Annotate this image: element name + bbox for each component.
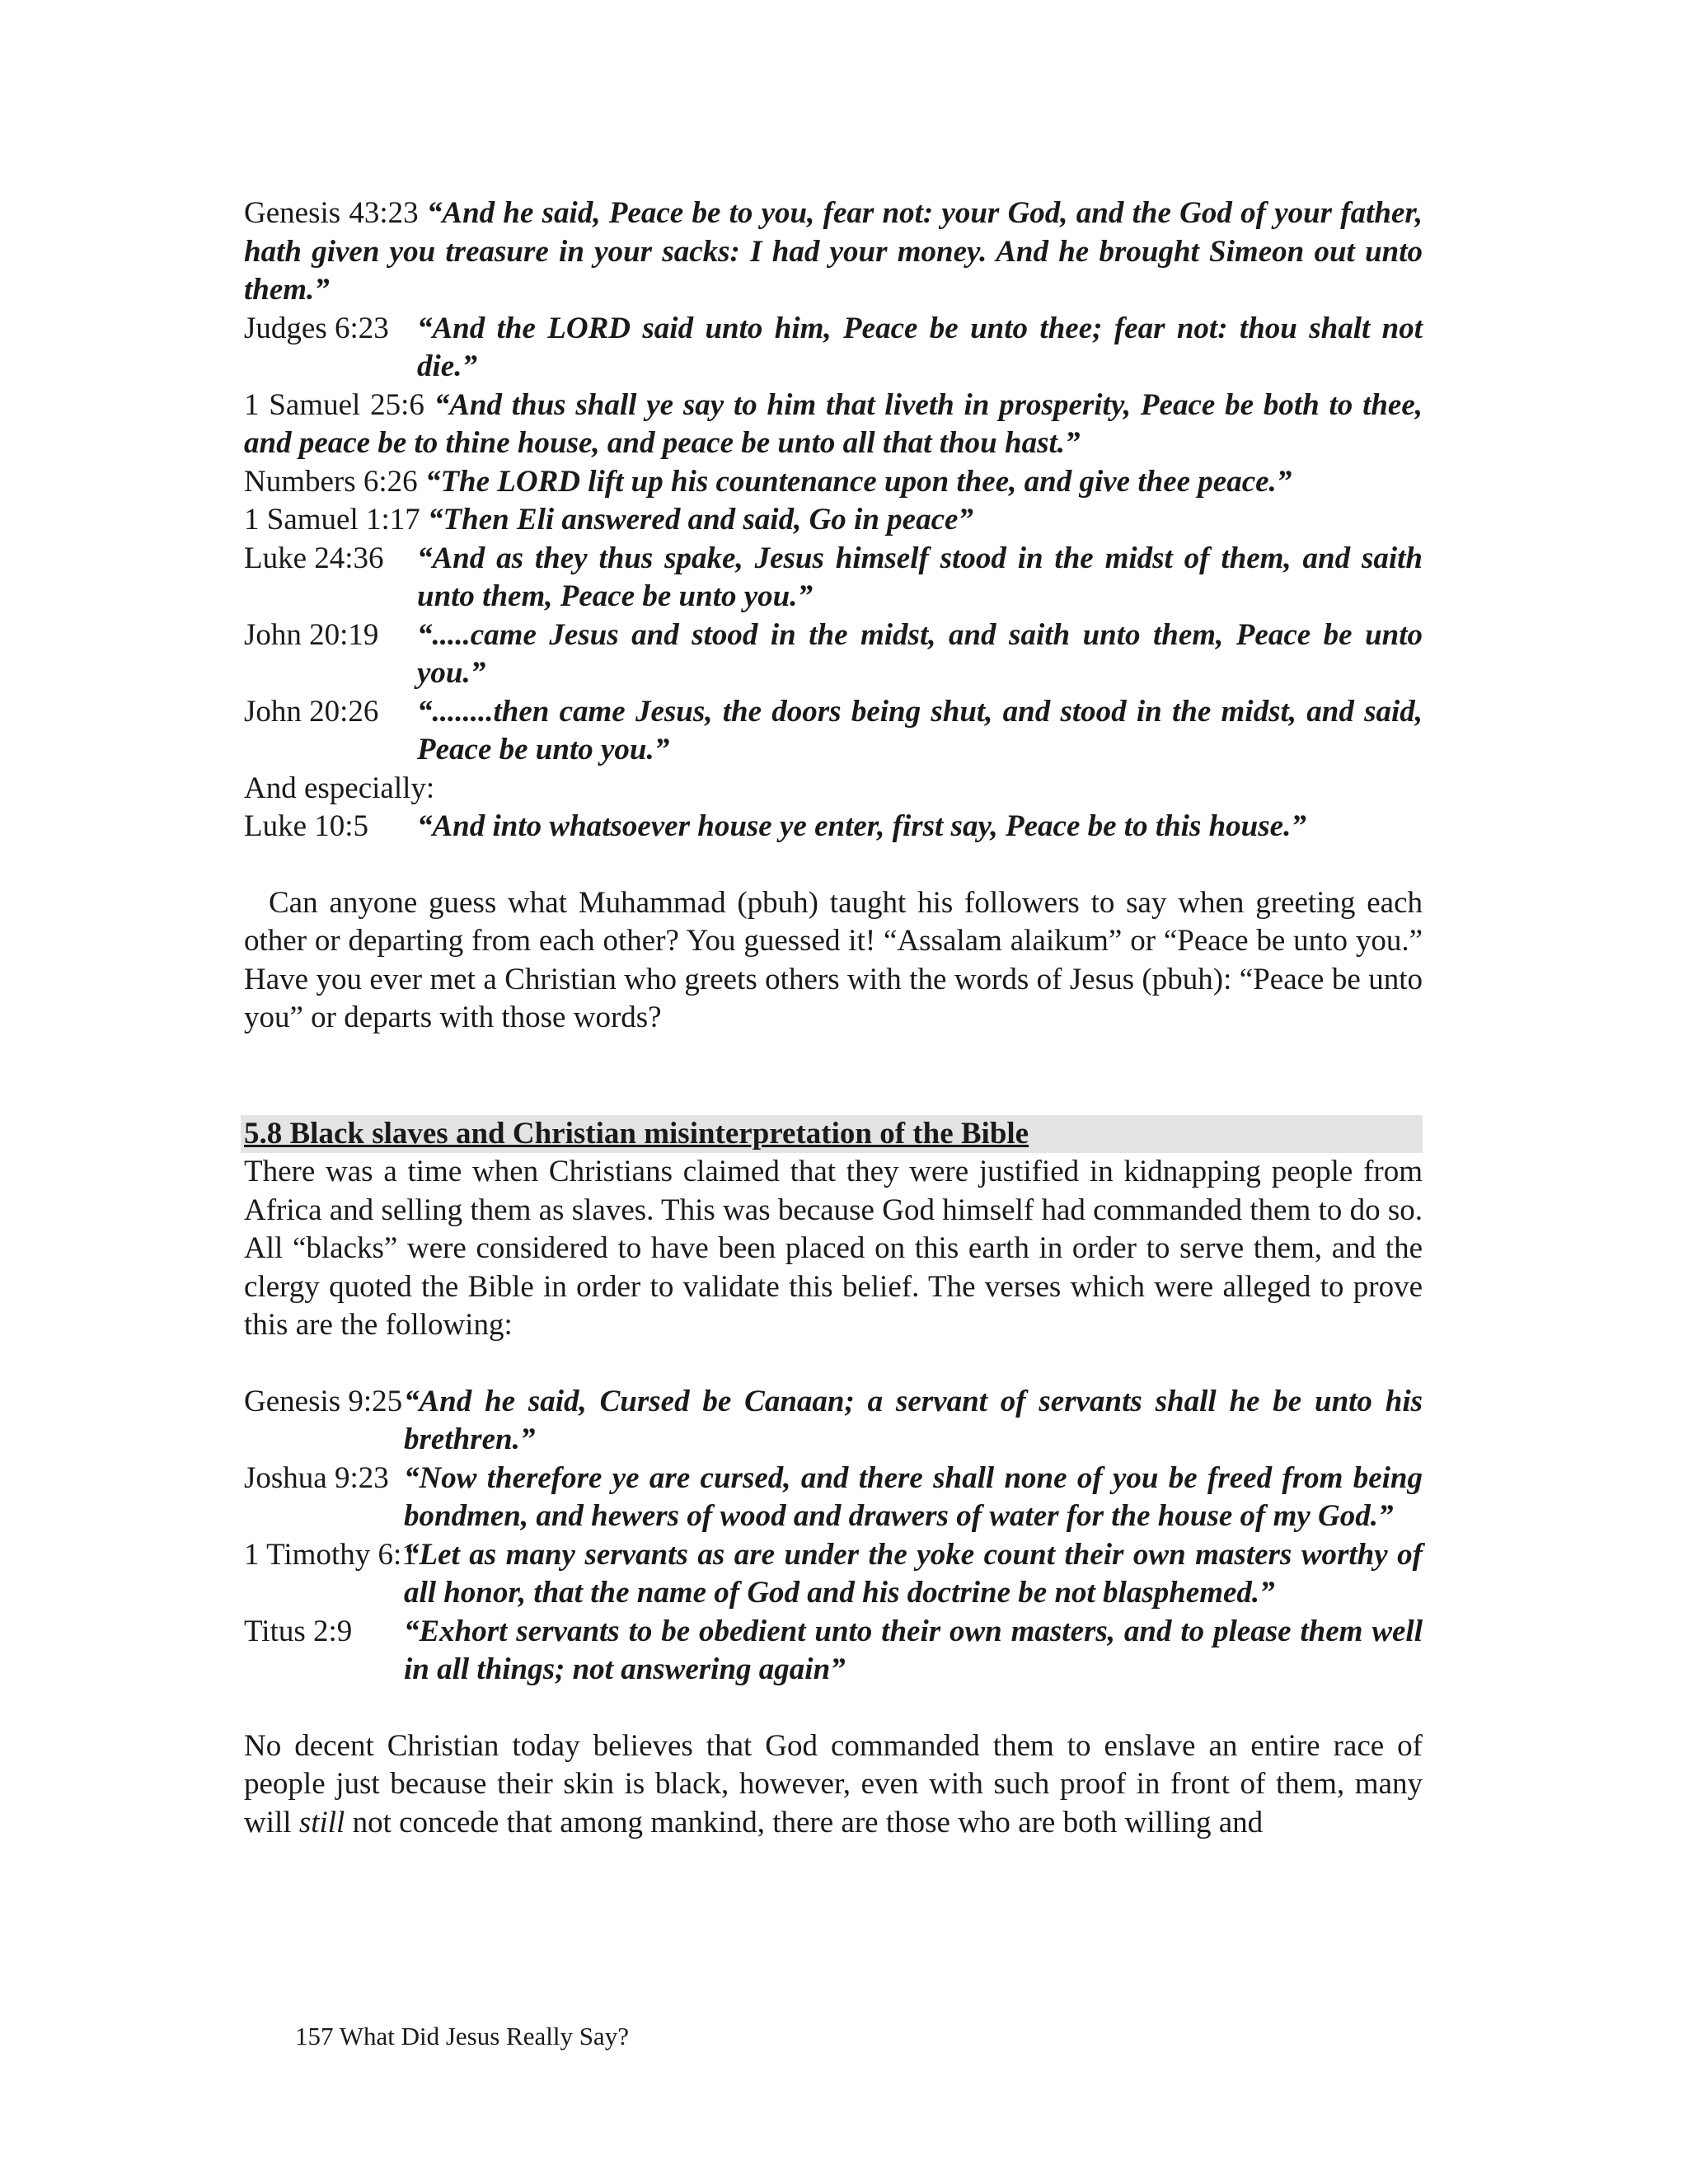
section-heading: 5.8 Black slaves and Christian misinterpretation of the Bible <box>241 1115 1423 1154</box>
verse-ref: Joshua 9:23 <box>244 1460 389 1495</box>
verse-ref: John 20:26 <box>244 694 379 729</box>
verse-luke-24-36 <box>244 540 1423 616</box>
verse-judges-6-23 <box>244 310 1423 387</box>
verse-ref: Judges 6:23 <box>244 311 389 345</box>
verse-text: “And the LORD said unto him, Peace be unto thee; fear not: thou shalt not die.” <box>417 311 1423 383</box>
verse-genesis-43-23 <box>244 194 1423 310</box>
verse-ref: 1 Samuel 25:6 <box>244 387 424 422</box>
verse-genesis-9-25 <box>244 1383 1423 1460</box>
verse-text: “Exhort servants to be obedient unto their own masters, and to please them well in all things; not answering again” <box>404 1614 1423 1686</box>
verse-titus-2-9 <box>244 1613 1423 1690</box>
final-paragraph-emphasis: still <box>298 1805 345 1840</box>
verse-ref: Genesis 43:23 <box>244 196 419 230</box>
verse-text: “And he said, Cursed be Canaan; a servant of servants shall he be unto his brethren.” <box>404 1384 1423 1456</box>
page-footer: 157 What Did Jesus Really Say? <box>295 2022 629 2050</box>
verse-text: “And into whatsoever house ye enter, first say, Peace be to this house.” <box>417 809 1306 843</box>
verse-ref: Titus 2:9 <box>244 1614 353 1648</box>
verse-numbers-6-26 <box>244 463 1423 502</box>
verse-luke-10-5 <box>244 808 1423 846</box>
verse-text: “Then Eli answered and said, Go in peace” <box>428 503 973 537</box>
verse-text: “Let as many servants as are under the yoke count their own masters worthy of all honor, that the name of God and his doctrine be not blasphemed.” <box>404 1537 1423 1610</box>
final-paragraph-part: not concede that among mankind, there are those who are both willing and <box>345 1805 1264 1840</box>
verse-text: “........then came Jesus, the doors being shut, and stood in the midst, and said, Peace be unto you.” <box>417 694 1423 766</box>
verse-ref: Luke 10:5 <box>244 809 369 843</box>
final-paragraph <box>244 1727 1423 1843</box>
verse-1-samuel-1-17 <box>244 501 1423 540</box>
verse-text: “And he said, Peace be to you, fear not: your God, and the God of your father, hath given you treasure in your sacks: I had your money. And he brought Simeon out unto them.” <box>244 196 1423 307</box>
verse-ref: John 20:19 <box>244 617 379 652</box>
verse-ref: 1 Timothy 6:1 <box>244 1537 417 1572</box>
verse-ref: Numbers 6:26 <box>244 464 418 499</box>
especially-label: And especially: <box>244 771 435 805</box>
verse-text: “And as they thus spake, Jesus himself stood in the midst of them, and saith unto them, Peace be unto you.” <box>417 541 1423 613</box>
verse-ref: Genesis 9:25 <box>244 1384 403 1418</box>
verse-john-20-19 <box>244 616 1423 693</box>
verse-text: “.....came Jesus and stood in the midst, and saith unto them, Peace be unto you.” <box>417 617 1423 690</box>
verse-john-20-26 <box>244 693 1423 770</box>
verse-joshua-9-23 <box>244 1460 1423 1536</box>
document-body <box>244 194 1423 1842</box>
verse-text: “And thus shall ye say to him that liveth in prosperity, Peace be both to thee, and peace be to thine house, and peace be unto all that thou hast.” <box>244 387 1423 460</box>
verse-ref: 1 Samuel 1:17 <box>244 503 420 537</box>
verse-text: “Now therefore ye are cursed, and there shall none of you be freed from being bondmen, and hewers of wood and drawers of water for the house of my God.” <box>404 1460 1423 1533</box>
verse-1-samuel-25-6 <box>244 387 1423 463</box>
paragraph-greeting: Can anyone guess what Muhammad (pbuh) taught his followers to say when greeting each other or departing from each other? You guessed it! “Assalam alaikum” or “Peace be unto you.” Have you ever met a Christian who greets others with the words of Jesus (pbuh): “Peace be unto you” or departs with those words? <box>244 885 1423 1034</box>
verse-ref: Luke 24:36 <box>244 541 384 575</box>
paragraph-slaves: There was a time when Christians claimed that they were justified in kidnapping people from Africa and selling them as slaves. This was because God himself had commanded them to do so. All “blacks” were considered to have been placed on this earth in order to serve them, and the clergy quoted the Bible in order to validate this belief. The verses which were alleged to prove this are the following: <box>244 1155 1423 1342</box>
final-paragraph-part: No decent Christian today believes that God commanded them to enslave an entire race of people just because their skin is black, however, even with such proof in front of them, many will <box>244 1728 1423 1840</box>
verse-1-timothy-6-1 <box>244 1536 1423 1613</box>
verse-text: “The LORD lift up his countenance upon thee, and give thee peace.” <box>424 464 1292 499</box>
